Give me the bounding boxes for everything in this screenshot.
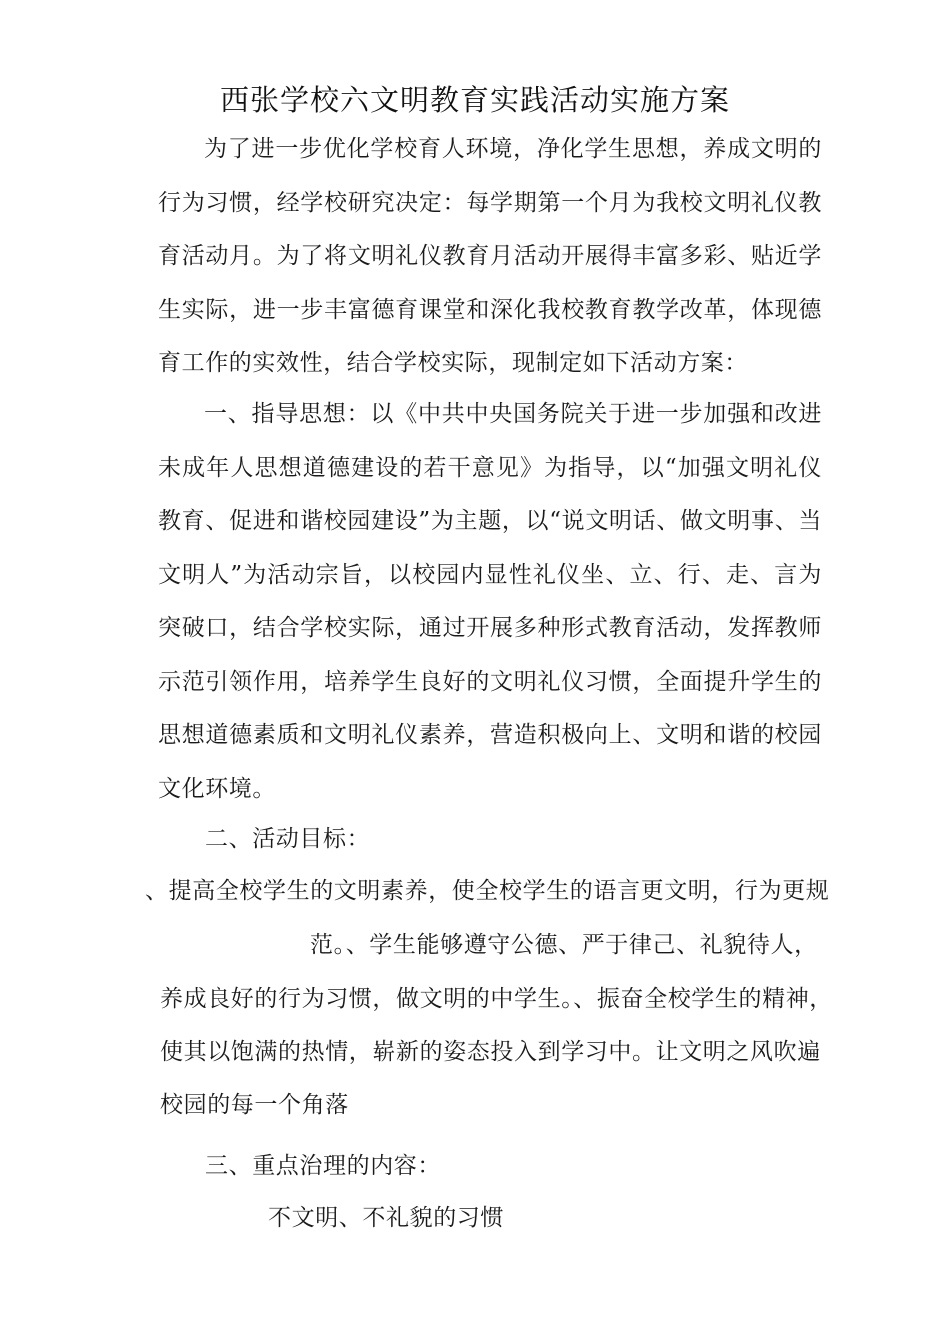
- guiding-thought-paragraph: 一、指导思想：以《中共中央国务院关于进一步加强和改进未成年人思想道德建设的若干意见》为指导，以“加强文明礼仪教育、促进和谐校园建设”为主题，以“说文明话、做文明事、当文明人”为活动宗旨，以校园内显性礼仪坐、立、行、走、言为突破口，结合学校实际，通过开展多种形式教育活动，发挥教师示范引领作用，培养学生良好的文明礼仪习惯，全面提升学生的思想道德素质和文明礼仪素养，营造积极向上、文明和谐的校园文化环境。: [158, 401, 822, 802]
- goals-heading: 二、活动目标：: [205, 826, 371, 852]
- goals-line: 、提高全校学生的文明素养，使全校学生的语言更文明，行为更规: [145, 878, 830, 904]
- goals-line: 养成良好的行为习惯，做文明的中学生。、振奋全校学生的精神，: [160, 986, 833, 1012]
- goals-line: 校园的每一个角落: [160, 1092, 349, 1118]
- goals-line: 使其以饱满的热情，崭新的姿态投入到学习中。让文明之风吹遍: [160, 1039, 821, 1065]
- intro-paragraph: 为了进一步优化学校育人环境，净化学生思想，养成文明的行为习惯，经学校研究决定：每学期第一个月为我校文明礼仪教育活动月。为了将文明礼仪教育月活动开展得丰富多彩、贴近学生实际，进一步丰富德育课堂和深化我校教育教学改革，体现德育工作的实效性，结合学校实际，现制定如下活动方案：: [158, 136, 822, 376]
- goals-line: 范。、学生能够遵守公德、严于律己、礼貌待人，: [310, 932, 818, 958]
- document-title: 西张学校六文明教育实践活动实施方案: [219, 83, 730, 117]
- focus-item: 不文明、不礼貌的习惯: [268, 1205, 504, 1231]
- focus-heading: 三、重点治理的内容：: [205, 1153, 441, 1179]
